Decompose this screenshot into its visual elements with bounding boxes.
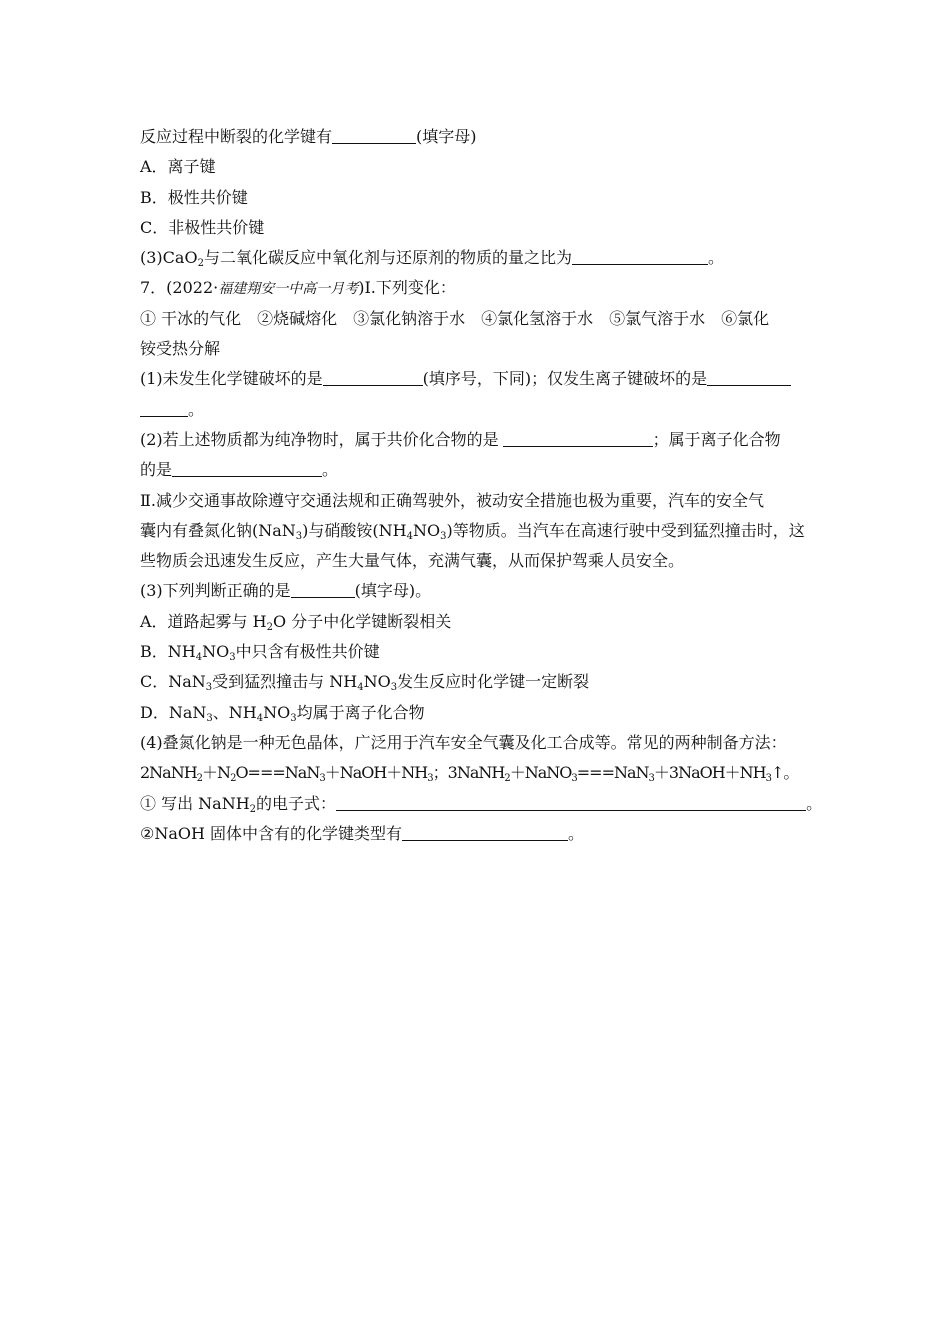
subscript: 2 <box>230 773 236 785</box>
q7-changes-line1: ① 干冰的气化 ②烧碱熔化 ③氯化钠溶于水 ④氯化氢溶于水 ⑤氯气溶于水 ⑥氯化 <box>140 308 770 328</box>
text: 的是 <box>140 460 173 480</box>
subscript: 2 <box>249 803 257 815</box>
q7-title <box>140 273 812 303</box>
q7-part2-intro-line3: 些物质会迅速发生反应，产生大量气体，充满气囊，从而保护驾乘人员安全。 <box>140 551 685 571</box>
text: ＋NaNO <box>509 763 572 783</box>
subscript: 3 <box>205 682 213 694</box>
subscript: 3 <box>295 530 303 542</box>
answer-blank[interactable] <box>402 822 568 841</box>
q6-option-a: A．离子键 <box>140 157 216 177</box>
subscript: 3 <box>229 652 236 664</box>
text: 。 <box>707 248 724 268</box>
text: ===NaN <box>576 763 649 783</box>
text: 的电子式： <box>256 793 337 813</box>
answer-blank[interactable] <box>323 367 423 386</box>
subscript: 3 <box>390 682 398 694</box>
question-content <box>140 122 823 849</box>
subscript: 2 <box>504 773 510 785</box>
text: 反应过程中断裂的化学键有 <box>140 127 333 146</box>
text: A．道路起雾与 H <box>140 611 267 631</box>
subscript: 4 <box>256 712 264 724</box>
text: ＋3NaOH＋NH <box>653 763 766 783</box>
subscript: 3 <box>765 773 772 785</box>
q7-part2-cont <box>140 455 812 485</box>
text: 受到猛烈撞击与 NH <box>212 672 358 692</box>
q7-changes-line2: 铵受热分解 <box>140 339 221 359</box>
answer-blank[interactable] <box>572 246 708 265</box>
text: 。 <box>322 460 339 480</box>
text: (3)CaO <box>140 248 198 268</box>
subscript: 4 <box>195 652 203 664</box>
text: (填字母) <box>416 127 477 146</box>
q7-equations <box>140 758 812 788</box>
text: 2NaNH <box>140 763 197 783</box>
q7-option-d <box>140 698 812 728</box>
subscript: 3 <box>319 773 325 785</box>
q7-part2-intro-line1: Ⅱ.减少交通事故除遵守交通法规和正确驾驶外，被动安全措施也极为重要，汽车的安全气 <box>140 490 764 510</box>
subscript: 3 <box>290 712 297 724</box>
q7-sub1 <box>140 789 823 819</box>
text: NO <box>363 672 391 692</box>
answer-blank[interactable] <box>336 792 806 811</box>
subscript: 3 <box>648 773 654 785</box>
q6-option-b: B．极性共价键 <box>140 187 248 207</box>
answer-blank[interactable] <box>140 398 188 417</box>
answer-blank[interactable] <box>291 579 355 598</box>
subscript: 2 <box>266 621 273 633</box>
subscript: 4 <box>357 682 364 694</box>
subscript: 2 <box>196 773 203 785</box>
text: ＋NaOH＋NH <box>324 763 428 783</box>
q7-part3 <box>140 576 812 606</box>
text: NO <box>202 642 230 662</box>
text: 、NH <box>212 702 257 722</box>
text: 。 <box>188 399 205 419</box>
q7-part1-cont <box>140 395 812 425</box>
text: ②NaOH 固体中含有的化学键类型有 <box>140 823 403 843</box>
text: NO <box>413 520 441 540</box>
q6-option-c: C．非极性共价键 <box>140 217 265 237</box>
text: 中只含有极性共价键 <box>235 642 380 662</box>
text: (填序号，下同)；仅发生离子键破坏的是 <box>422 369 708 389</box>
text: ；属于离子化合物 <box>652 429 781 449</box>
text: B．NH <box>140 642 196 662</box>
question-number: 7．(2022· <box>140 278 219 298</box>
text: ↑。 <box>771 763 799 783</box>
text: )与硝酸铵(NH <box>302 520 407 540</box>
q7-part2-intro-line2 <box>140 516 812 546</box>
text: (填字母)。 <box>354 581 432 601</box>
answer-blank[interactable] <box>172 458 322 477</box>
text: (1)未发生化学键破坏的是 <box>140 369 323 389</box>
q7-part2 <box>140 425 812 455</box>
text: NO <box>263 702 291 722</box>
subscript: 2 <box>197 258 204 270</box>
q7-sub2 <box>140 819 812 849</box>
answer-blank[interactable] <box>707 367 791 386</box>
subscript: 3 <box>206 712 213 724</box>
question-source: 福建翔安一中高一月考 <box>218 281 359 298</box>
text: O===NaN <box>235 763 320 783</box>
text: ① 写出 NaNH <box>140 793 250 813</box>
subscript: 4 <box>406 530 413 542</box>
text: )等物质。当汽车在高速行驶中受到猛烈撞击时，这 <box>446 520 805 540</box>
q7-option-b <box>140 637 812 667</box>
q7-part4-intro: (4)叠氮化钠是一种无色晶体，广泛用于汽车安全气囊及化工合成等。常见的两种制备方法： <box>140 732 787 752</box>
text: 囊内有叠氮化钠(NaN <box>140 520 296 540</box>
text: 。 <box>568 823 585 843</box>
text: 与二氧化碳反应中氧化剂与还原剂的物质的量之比为 <box>203 248 572 268</box>
q7-option-c <box>140 667 812 697</box>
text: )Ⅰ.下列变化： <box>358 278 456 298</box>
answer-blank[interactable] <box>332 125 416 144</box>
text: (3)下列判断正确的是 <box>140 581 291 601</box>
text: ；3NaNH <box>432 763 505 783</box>
text: 。 <box>806 793 823 813</box>
answer-blank[interactable] <box>503 428 653 447</box>
subscript: 3 <box>427 773 433 785</box>
q7-option-a <box>140 607 812 637</box>
text: ＋N <box>202 763 231 783</box>
subscript: 3 <box>440 530 447 542</box>
text: D．NaN <box>140 702 207 722</box>
text: 发生反应时化学键一定断裂 <box>397 672 590 692</box>
q6-part3 <box>140 243 812 273</box>
text: (2)若上述物质都为纯净物时，属于共价化合物的是 <box>140 429 499 449</box>
q7-part1 <box>140 364 812 394</box>
subscript: 3 <box>571 773 577 785</box>
text: O 分子中化学键断裂相关 <box>272 611 452 631</box>
text: C．NaN <box>140 672 206 692</box>
q6-bonds-line <box>140 122 812 152</box>
text: 均属于离子化合物 <box>296 702 425 722</box>
